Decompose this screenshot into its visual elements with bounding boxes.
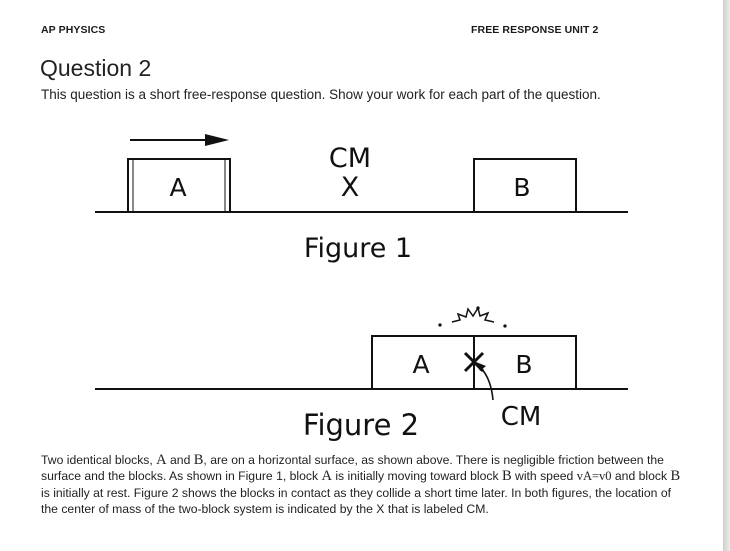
body-text-part: Two identical blocks, [41,453,157,467]
question-intro: This question is a short free-response question. Show your work for each part of the question. [41,87,601,102]
velocity-arrow-head [205,134,229,146]
figure-1-cm-marker: X [340,172,360,203]
figure-1-block-b-label: B [513,173,531,202]
body-text-part: and [166,453,194,467]
initial-speed-expression: vA=v0 [576,469,612,484]
header-unit-title: FREE RESPONSE UNIT 2 [471,24,599,36]
figure-1 [95,134,628,264]
body-text-part: and block [611,469,671,484]
body-text-part: is initially moving toward block [331,469,502,484]
figure-1-caption: Figure 1 [303,233,413,264]
figure-2-cm-label: CM [500,402,542,432]
problem-description [41,452,681,517]
body-text-part: , are on a horizontal surface, as shown above. There is negligible friction between the surface and the blocks. As shown in Figure 1, block [41,453,664,484]
body-text-part: with speed [511,469,577,484]
block-b-symbol: B [193,452,204,468]
collision-burst-icon [439,307,506,327]
figure-2 [95,307,628,442]
page-edge-shadow [723,0,730,551]
block-b-symbol: B [501,468,512,485]
block-a-symbol: A [321,468,332,485]
figure-1-cm-label: CM [328,143,372,174]
block-b-symbol: B [670,468,681,485]
figure-2-block-a-label: A [412,350,430,379]
figure-2-caption: Figure 2 [302,408,420,442]
header-course-title: AP PHYSICS [41,24,106,36]
body-text-part: is initially at rest. Figure 2 shows the blocks in contact as they collide a short time later. In both figures, the location of the center of mass of the two-block system is indicated by the X that is labeled CM. [41,485,672,516]
figure-2-block-b-label: B [515,350,533,379]
block-a-symbol: A [156,452,167,468]
figure-1-block-a-label: A [169,173,187,202]
question-title: Question 2 [40,55,152,81]
